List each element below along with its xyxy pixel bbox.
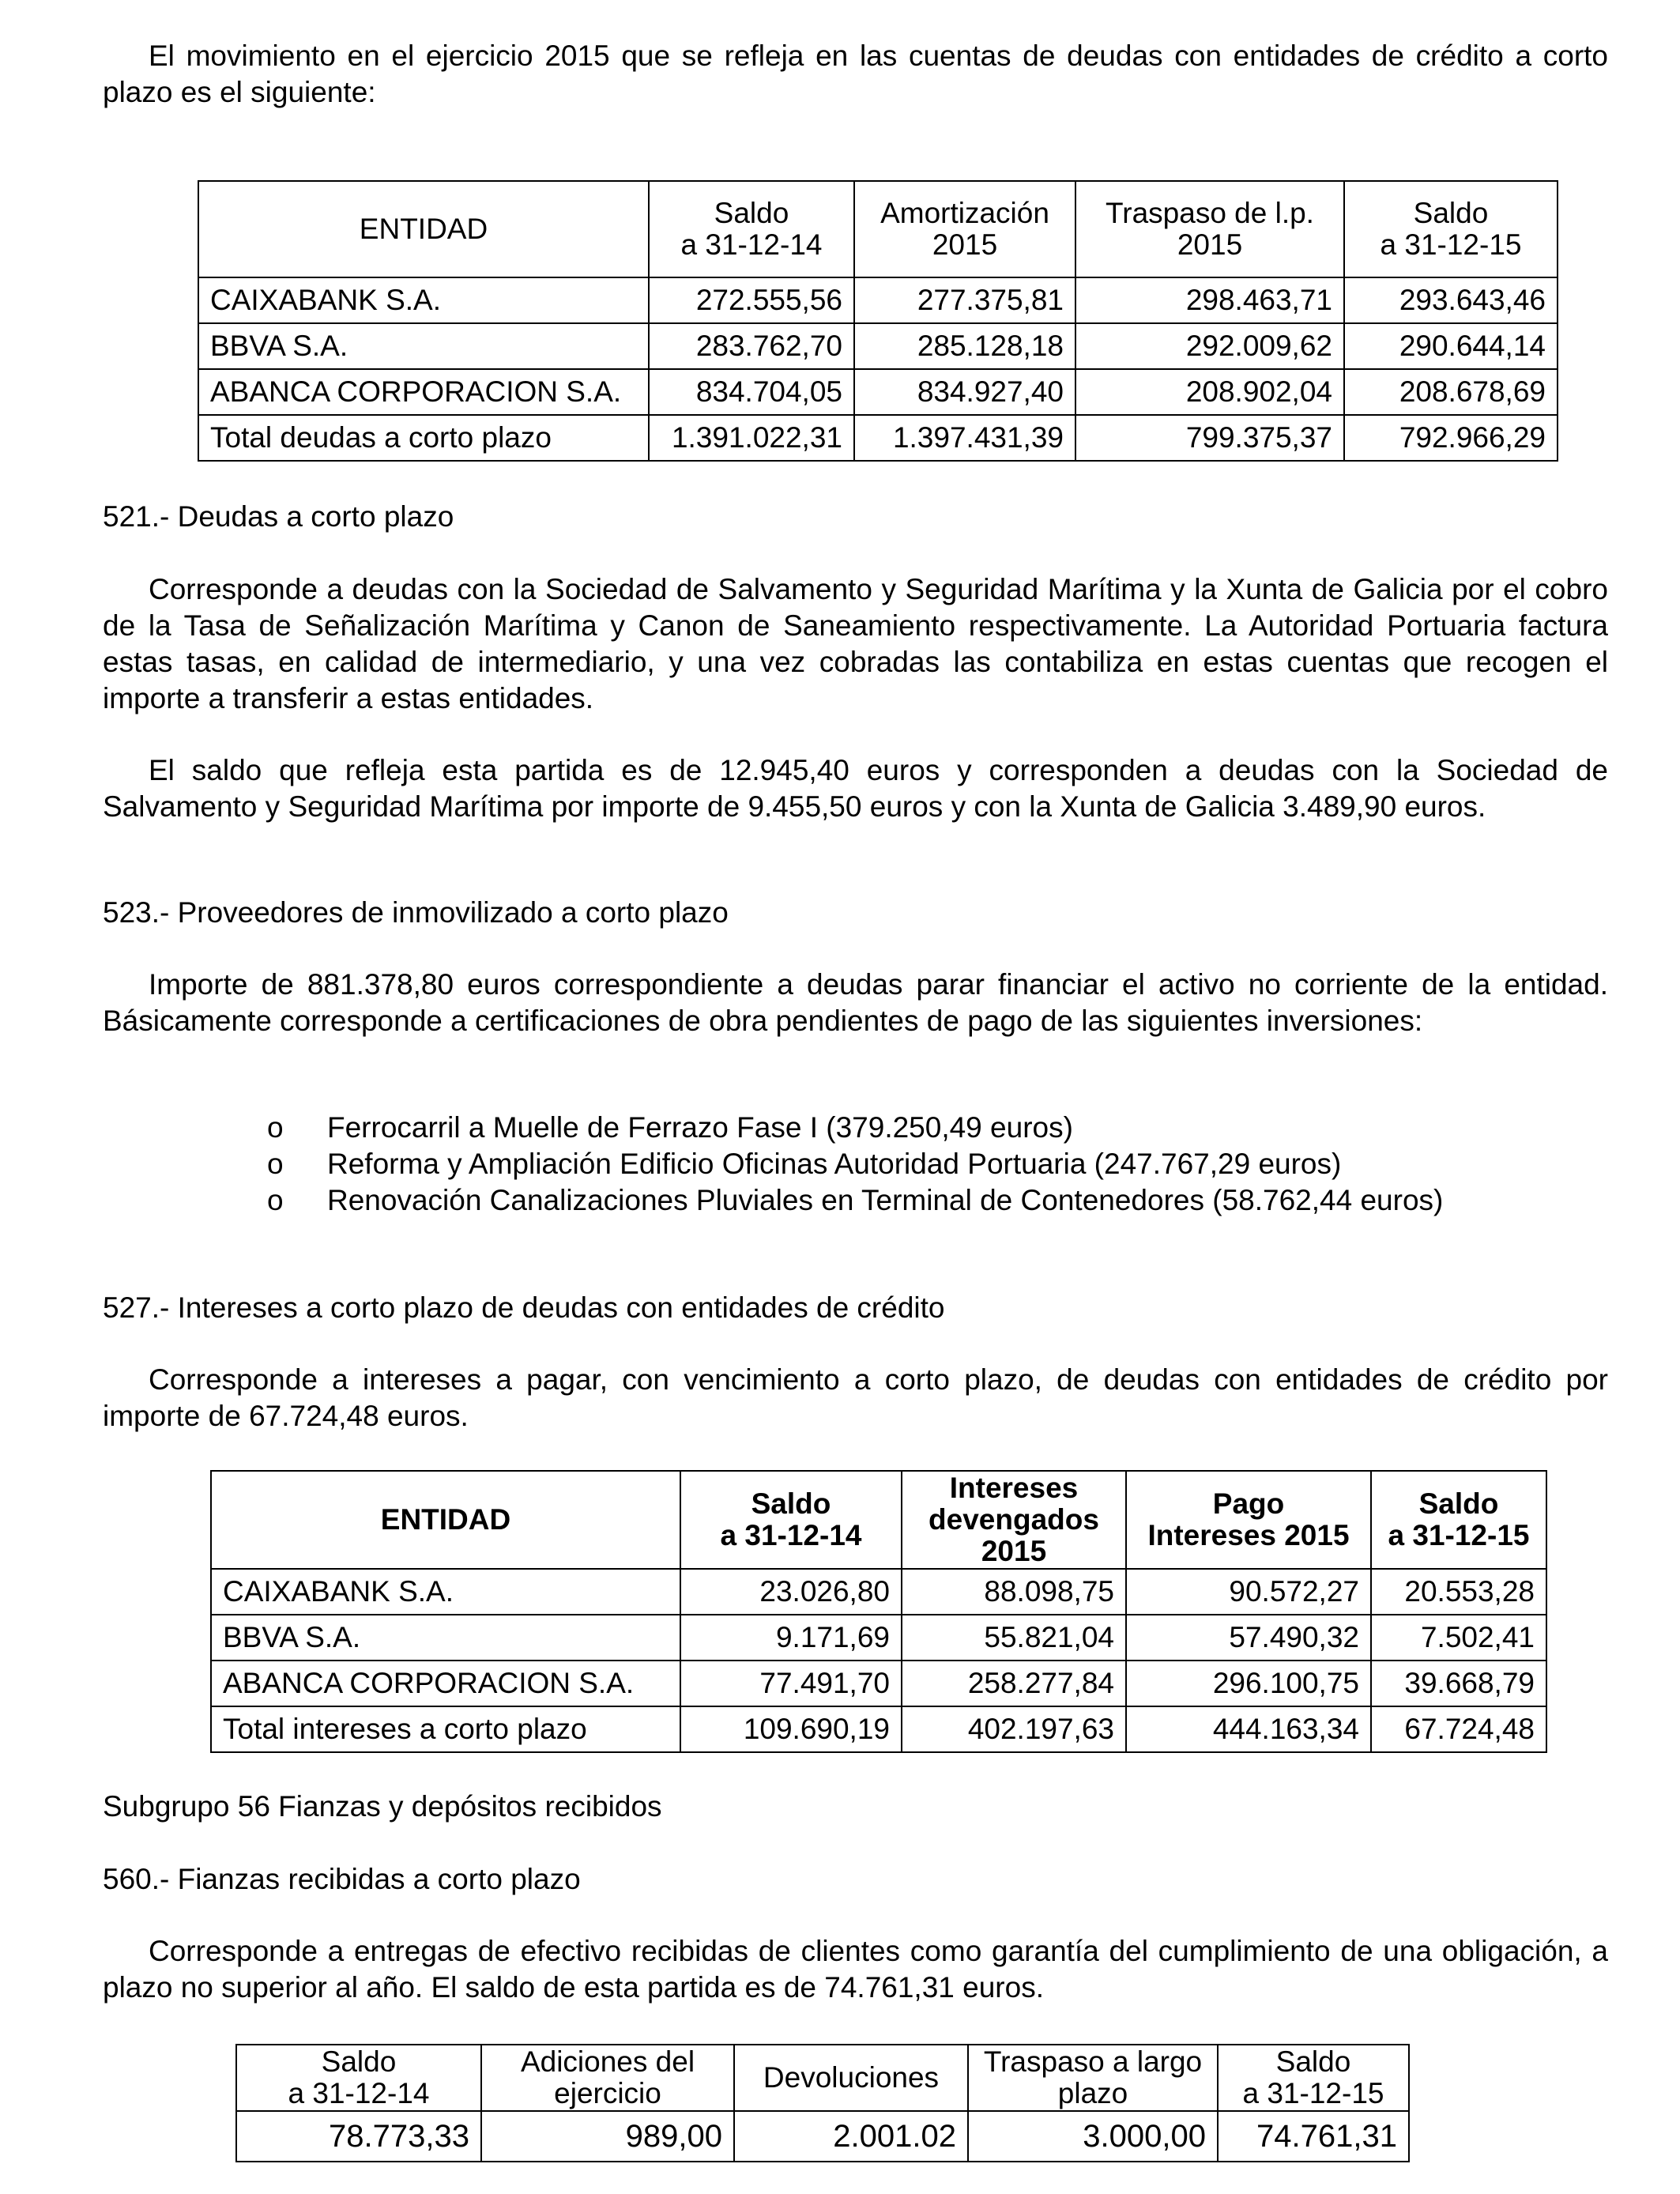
column-header: Devoluciones [734,2045,968,2111]
column-header: Saldo a 31-12-14 [680,1471,902,1569]
entity-cell: Total deudas a corto plazo [198,415,649,461]
section-heading-521: 521.- Deudas a corto plazo [103,500,454,533]
column-header: Adiciones del ejercicio [481,2045,734,2111]
table-row [198,277,1558,323]
value-cell: 7.502,41 [1371,1615,1546,1661]
section-heading-56: Subgrupo 56 Fianzas y depósitos recibidos [103,1790,662,1823]
entity-cell: CAIXABANK S.A. [211,1569,680,1615]
table-row [211,1569,1546,1615]
paragraph-523: Importe de 881.378,80 euros correspondiente a deudas parar financiar el activo no corriente de la entidad. Básicamente corresponde a certificaciones de obra pendientes de pago de las siguientes inversiones: [103,968,1608,1037]
list-item [267,1182,1610,1219]
deposits-table [235,2044,1410,2162]
table-header-row [198,181,1558,277]
bullet-icon: o [267,1111,284,1144]
value-cell: 290.644,14 [1344,323,1558,369]
intro-paragraph: El movimiento en el ejercicio 2015 que se refleja en las cuentas de deudas con entidades de crédito a corto plazo es el siguiente: [103,40,1608,108]
value-cell: 834.704,05 [649,369,854,415]
paragraph-521-b: El saldo que refleja esta partida es de 12.945,40 euros y corresponden a deudas con la Sociedad de Salvamento y Seguridad Marítima por importe de 9.455,50 euros y con la Xunta de Galicia 3.489,90 euros. [103,754,1608,823]
value-cell: 9.171,69 [680,1615,902,1661]
value-cell: 208.902,04 [1075,369,1344,415]
entity-cell: Total intereses a corto plazo [211,1706,680,1752]
value-cell: 90.572,27 [1126,1569,1371,1615]
column-header: Pago Intereses 2015 [1126,1471,1371,1569]
table-row [211,1661,1546,1706]
value-cell: 57.490,32 [1126,1615,1371,1661]
table-row [198,369,1558,415]
table-row [236,2111,1409,2162]
entity-cell: ABANCA CORPORACION S.A. [198,369,649,415]
value-cell: 2.001.02 [734,2111,968,2162]
column-header: ENTIDAD [198,181,649,277]
column-header: Traspaso a largo plazo [968,2045,1218,2111]
list-item [267,1146,1610,1182]
column-header: Amortización 2015 [854,181,1075,277]
value-cell: 298.463,71 [1075,277,1344,323]
value-cell: 20.553,28 [1371,1569,1546,1615]
section-heading-527: 527.- Intereses a corto plazo de deudas con entidades de crédito [103,1291,945,1324]
column-header: Saldo a 31-12-15 [1344,181,1558,277]
value-cell: 74.761,31 [1218,2111,1409,2162]
value-cell: 67.724,48 [1371,1706,1546,1752]
table-header-row [236,2045,1409,2111]
value-cell: 285.128,18 [854,323,1075,369]
column-header: Saldo a 31-12-15 [1371,1471,1546,1569]
column-header: ENTIDAD [211,1471,680,1569]
value-cell: 834.927,40 [854,369,1075,415]
value-cell: 39.668,79 [1371,1661,1546,1706]
entity-cell: BBVA S.A. [198,323,649,369]
entity-cell: CAIXABANK S.A. [198,277,649,323]
value-cell: 283.762,70 [649,323,854,369]
short-term-debt-table [198,180,1558,462]
value-cell: 272.555,56 [649,277,854,323]
list-item-text: Reforma y Ampliación Edificio Oficinas Autoridad Portuaria (247.767,29 euros) [327,1148,1342,1180]
list-item-text: Renovación Canalizaciones Pluviales en Terminal de Contenedores (58.762,44 euros) [327,1184,1444,1216]
value-cell: 1.397.431,39 [854,415,1075,461]
value-cell: 277.375,81 [854,277,1075,323]
column-header: Intereses devengados 2015 [902,1471,1126,1569]
value-cell: 296.100,75 [1126,1661,1371,1706]
value-cell: 292.009,62 [1075,323,1344,369]
paragraph-560: Corresponde a entregas de efectivo recibidas de clientes como garantía del cumplimiento de una obligación, a plazo no superior al año. El saldo de esta partida es de 74.761,31 euros. [103,1935,1608,2004]
value-cell: 799.375,37 [1075,415,1344,461]
value-cell: 78.773,33 [236,2111,481,2162]
column-header: Traspaso de l.p. 2015 [1075,181,1344,277]
entity-cell: BBVA S.A. [211,1615,680,1661]
bullet-icon: o [267,1184,284,1216]
entity-cell: ABANCA CORPORACION S.A. [211,1661,680,1706]
value-cell: 402.197,63 [902,1706,1126,1752]
value-cell: 1.391.022,31 [649,415,854,461]
value-cell: 77.491,70 [680,1661,902,1706]
table-total-row [198,415,1558,461]
value-cell: 23.026,80 [680,1569,902,1615]
list-item [267,1110,1610,1146]
list-item-text: Ferrocarril a Muelle de Ferrazo Fase I (379.250,49 euros) [327,1111,1073,1144]
value-cell: 444.163,34 [1126,1706,1371,1752]
value-cell: 258.277,84 [902,1661,1126,1706]
column-header: Saldo a 31-12-14 [236,2045,481,2111]
paragraph-527: Corresponde a intereses a pagar, con vencimiento a corto plazo, de deudas con entidades de crédito por importe de 67.724,48 euros. [103,1363,1608,1432]
column-header: Saldo a 31-12-14 [649,181,854,277]
table-row [198,323,1558,369]
table-total-row [211,1706,1546,1752]
table-row [211,1615,1546,1661]
value-cell: 88.098,75 [902,1569,1126,1615]
investment-list [267,1110,1610,1219]
column-header: Saldo a 31-12-15 [1218,2045,1409,2111]
value-cell: 109.690,19 [680,1706,902,1752]
value-cell: 792.966,29 [1344,415,1558,461]
value-cell: 293.643,46 [1344,277,1558,323]
table-header-row [211,1471,1546,1569]
paragraph-521-a: Corresponde a deudas con la Sociedad de Salvamento y Seguridad Marítima y la Xunta de Galicia por el cobro de la Tasa de Señalización Marítima y Canon de Saneamiento respectivamente. La Autoridad Portuaria factura estas tasas, en calidad de intermediario, y una vez cobradas las contabiliza en estas cuentas que recogen el importe a transferir a estas entidades. [103,573,1608,714]
value-cell: 208.678,69 [1344,369,1558,415]
value-cell: 989,00 [481,2111,734,2162]
bullet-icon: o [267,1148,284,1180]
section-heading-523: 523.- Proveedores de inmovilizado a corto plazo [103,896,729,929]
section-heading-560: 560.- Fianzas recibidas a corto plazo [103,1863,581,1895]
value-cell: 55.821,04 [902,1615,1126,1661]
interest-table [210,1470,1547,1753]
value-cell: 3.000,00 [968,2111,1218,2162]
